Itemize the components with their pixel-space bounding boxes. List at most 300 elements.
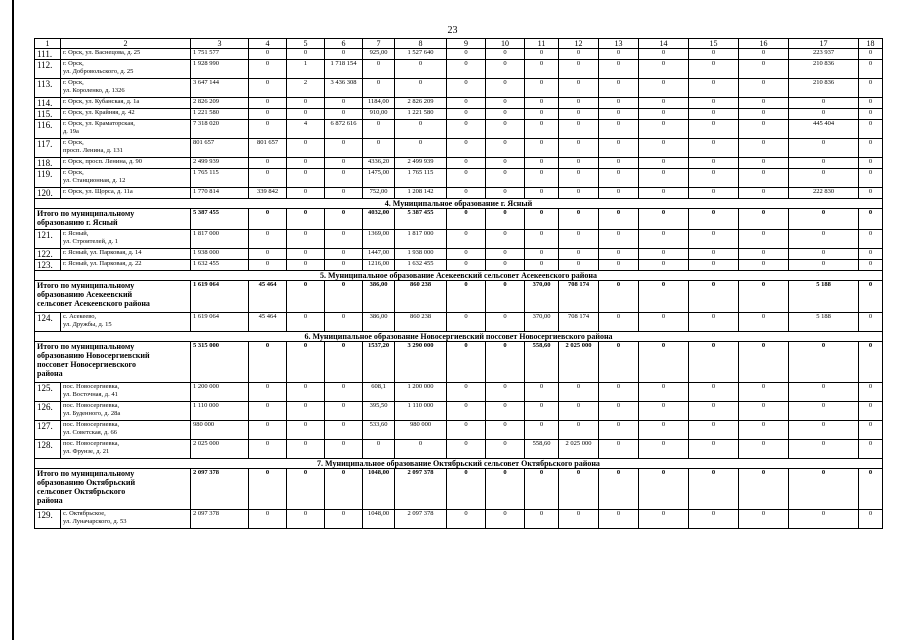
value-cell: 0 xyxy=(859,249,883,260)
value-cell: 0 xyxy=(689,440,739,459)
value-cell: 0 xyxy=(447,209,486,230)
value-cell: 0 xyxy=(599,169,639,188)
value-cell: 0 xyxy=(859,98,883,109)
address-cell xyxy=(61,230,191,249)
row-number: 115. xyxy=(35,109,61,120)
value-cell: 0 xyxy=(689,342,739,383)
value-cell: 0 xyxy=(689,313,739,332)
value-cell: 0 xyxy=(447,440,486,459)
value-cell: 0 xyxy=(639,158,689,169)
value-cell: 0 xyxy=(447,49,486,60)
value-cell: 0 xyxy=(859,260,883,271)
value-cell: 0 xyxy=(859,421,883,440)
row-number: 124. xyxy=(35,313,61,332)
value-cell: 0 xyxy=(559,421,599,440)
value-cell: 0 xyxy=(789,510,859,529)
label-line: района xyxy=(37,496,63,505)
table-row xyxy=(35,249,883,260)
value-cell: 1369,00 xyxy=(363,230,395,249)
column-number: 5 xyxy=(287,39,325,49)
value-cell: 0 xyxy=(447,139,486,158)
value-cell: 0 xyxy=(639,98,689,109)
table-row xyxy=(35,188,883,199)
value-cell: 0 xyxy=(859,169,883,188)
value-cell: 0 xyxy=(789,421,859,440)
value-cell: 1537,20 xyxy=(363,342,395,383)
value-cell: 0 xyxy=(486,421,525,440)
value-cell: 0 xyxy=(287,158,325,169)
table-row xyxy=(35,313,883,332)
value-cell: 0 xyxy=(249,98,287,109)
value-cell: 0 xyxy=(287,510,325,529)
address-line: ул. Добровольского, д. 25 xyxy=(63,67,134,75)
value-cell: 0 xyxy=(447,260,486,271)
table-row xyxy=(35,440,883,459)
value-cell: 0 xyxy=(486,440,525,459)
value-cell: 1 619 064 xyxy=(191,281,249,313)
address-cell xyxy=(61,313,191,332)
value-cell: 0 xyxy=(249,158,287,169)
table-row xyxy=(35,79,883,98)
value-cell: 0 xyxy=(739,342,789,383)
value-cell: 0 xyxy=(525,60,559,79)
value-cell: 1 765 115 xyxy=(395,169,447,188)
value-cell: 0 xyxy=(859,383,883,402)
value-cell: 0 xyxy=(599,209,639,230)
value-cell: 0 xyxy=(789,109,859,120)
value-cell: 1 817 000 xyxy=(395,230,447,249)
value-cell: 0 xyxy=(325,158,363,169)
value-cell: 0 xyxy=(559,49,599,60)
value-cell: 0 xyxy=(689,421,739,440)
value-cell: 0 xyxy=(599,158,639,169)
address-line: ул. Станционная, д. 12 xyxy=(63,176,126,184)
section-header-row xyxy=(35,332,883,342)
value-cell: 0 xyxy=(689,249,739,260)
value-cell: 0 xyxy=(287,98,325,109)
label-line: района xyxy=(37,369,63,378)
value-cell: 0 xyxy=(325,230,363,249)
value-cell: 210 836 xyxy=(789,60,859,79)
address-cell xyxy=(61,98,191,109)
value-cell: 0 xyxy=(525,188,559,199)
value-cell: 1184,00 xyxy=(363,98,395,109)
value-cell: 0 xyxy=(447,120,486,139)
value-cell: 0 xyxy=(249,383,287,402)
address-cell xyxy=(61,510,191,529)
value-cell: 0 xyxy=(447,60,486,79)
address-cell xyxy=(61,169,191,188)
value-cell: 0 xyxy=(859,313,883,332)
value-cell: 0 xyxy=(559,139,599,158)
section-title: 6. Муниципальное образование Новосергиевский поссовет Новосергиевского района xyxy=(35,332,883,342)
value-cell: 0 xyxy=(689,402,739,421)
value-cell: 0 xyxy=(639,139,689,158)
value-cell: 0 xyxy=(639,440,689,459)
address-line: ул. Восточная, д. 41 xyxy=(63,390,118,398)
value-cell: 1 718 154 xyxy=(325,60,363,79)
value-cell: 7 318 020 xyxy=(191,120,249,139)
value-cell: 0 xyxy=(486,98,525,109)
value-cell: 0 xyxy=(739,169,789,188)
value-cell: 0 xyxy=(486,188,525,199)
value-cell: 0 xyxy=(525,421,559,440)
value-cell: 0 xyxy=(739,469,789,510)
value-cell: 0 xyxy=(325,209,363,230)
value-cell: 0 xyxy=(739,139,789,158)
address-line: г. Орск, xyxy=(63,139,84,146)
row-number: 122. xyxy=(35,249,61,260)
value-cell: 1 110 000 xyxy=(191,402,249,421)
address-cell xyxy=(61,120,191,139)
value-cell: 0 xyxy=(447,98,486,109)
row-number: 112. xyxy=(35,60,61,79)
value-cell: 0 xyxy=(287,383,325,402)
value-cell: 0 xyxy=(325,249,363,260)
address-line: ул. Короленко, д. 1326 xyxy=(63,86,125,94)
value-cell: 0 xyxy=(789,209,859,230)
value-cell: 2 826 209 xyxy=(395,98,447,109)
section-title: 7. Муниципальное образование Октябрьский сельсовет Октябрьского района xyxy=(35,459,883,469)
value-cell: 0 xyxy=(689,281,739,313)
value-cell: 0 xyxy=(689,260,739,271)
value-cell: 0 xyxy=(486,79,525,98)
value-cell: 0 xyxy=(249,209,287,230)
table-row xyxy=(35,383,883,402)
value-cell: 0 xyxy=(325,188,363,199)
value-cell: 2 499 939 xyxy=(191,158,249,169)
value-cell: 2 025 000 xyxy=(559,440,599,459)
column-number: 1 xyxy=(35,39,61,49)
address-cell xyxy=(61,158,191,169)
value-cell: 0 xyxy=(249,109,287,120)
value-cell: 0 xyxy=(249,249,287,260)
left-margin-bar xyxy=(12,0,14,640)
table-row xyxy=(35,510,883,529)
value-cell: 0 xyxy=(689,158,739,169)
value-cell: 1048,00 xyxy=(363,469,395,510)
value-cell: 0 xyxy=(287,109,325,120)
value-cell: 0 xyxy=(639,260,689,271)
address-line: г. Ясный, ул. Парковая, д. 22 xyxy=(63,260,142,267)
value-cell: 222 830 xyxy=(789,188,859,199)
value-cell: 860 238 xyxy=(395,281,447,313)
value-cell: 0 xyxy=(789,98,859,109)
value-cell: 386,00 xyxy=(363,313,395,332)
value-cell: 45 464 xyxy=(249,281,287,313)
table-body xyxy=(35,39,883,529)
label-line: образованию г. Ясный xyxy=(37,218,118,227)
value-cell: 0 xyxy=(325,169,363,188)
label-line: Итого по муниципальному xyxy=(37,342,135,351)
value-cell: 210 836 xyxy=(789,79,859,98)
value-cell: 0 xyxy=(249,260,287,271)
table-row xyxy=(35,260,883,271)
section-title: 5. Муниципальное образование Асекеевский сельсовет Асекеевского района xyxy=(35,271,883,281)
column-number: 3 xyxy=(191,39,249,49)
value-cell: 0 xyxy=(486,60,525,79)
value-cell: 752,00 xyxy=(363,188,395,199)
value-cell: 0 xyxy=(859,440,883,459)
address-cell xyxy=(61,440,191,459)
value-cell: 0 xyxy=(363,120,395,139)
value-cell: 0 xyxy=(789,260,859,271)
value-cell: 0 xyxy=(486,158,525,169)
address-line: г. Орск, ул. Васнецова, д. 25 xyxy=(63,49,141,56)
value-cell: 0 xyxy=(447,79,486,98)
value-cell: 0 xyxy=(599,139,639,158)
value-cell: 0 xyxy=(447,109,486,120)
value-cell: 925,00 xyxy=(363,49,395,60)
table-row xyxy=(35,421,883,440)
value-cell: 0 xyxy=(859,230,883,249)
value-cell: 1 938 000 xyxy=(395,249,447,260)
address-cell xyxy=(61,79,191,98)
value-cell: 0 xyxy=(599,249,639,260)
row-number: 111. xyxy=(35,49,61,60)
subtotal-row xyxy=(35,342,883,383)
value-cell: 0 xyxy=(525,109,559,120)
column-number: 18 xyxy=(859,39,883,49)
value-cell: 0 xyxy=(739,209,789,230)
value-cell: 801 657 xyxy=(249,139,287,158)
address-line: г. Орск, ул. Щорса, д. 11а xyxy=(63,188,133,195)
value-cell: 3 647 144 xyxy=(191,79,249,98)
value-cell: 0 xyxy=(689,49,739,60)
value-cell: 0 xyxy=(249,510,287,529)
value-cell: 0 xyxy=(249,342,287,383)
value-cell: 708 174 xyxy=(559,281,599,313)
value-cell: 0 xyxy=(859,281,883,313)
value-cell: 0 xyxy=(559,60,599,79)
value-cell: 0 xyxy=(486,469,525,510)
value-cell: 608,1 xyxy=(363,383,395,402)
value-cell: 0 xyxy=(559,209,599,230)
value-cell: 0 xyxy=(249,402,287,421)
address-cell xyxy=(61,249,191,260)
value-cell: 5 387 455 xyxy=(191,209,249,230)
column-number: 6 xyxy=(325,39,363,49)
value-cell: 386,00 xyxy=(363,281,395,313)
value-cell: 2 025 000 xyxy=(191,440,249,459)
value-cell: 0 xyxy=(287,260,325,271)
value-cell: 0 xyxy=(859,120,883,139)
value-cell: 1 200 000 xyxy=(395,383,447,402)
subtotal-label xyxy=(35,469,191,510)
value-cell: 0 xyxy=(447,249,486,260)
subtotal-label xyxy=(35,281,191,313)
value-cell: 0 xyxy=(249,49,287,60)
value-cell: 708 174 xyxy=(559,313,599,332)
address-line: ул. Луначарского, д. 53 xyxy=(63,517,127,525)
address-line: пос. Новосергиевка, xyxy=(63,383,120,390)
value-cell: 0 xyxy=(689,120,739,139)
value-cell: 0 xyxy=(739,109,789,120)
value-cell: 0 xyxy=(639,109,689,120)
label-line: образованию Асекеевский xyxy=(37,290,133,299)
value-cell: 0 xyxy=(559,120,599,139)
label-line: образованию Октябрьский xyxy=(37,478,136,487)
value-cell: 0 xyxy=(739,230,789,249)
value-cell: 2 097 378 xyxy=(395,469,447,510)
value-cell: 0 xyxy=(287,139,325,158)
value-cell: 0 xyxy=(739,60,789,79)
value-cell: 0 xyxy=(447,230,486,249)
label-line: образованию Новосергиевский xyxy=(37,351,150,360)
value-cell: 0 xyxy=(599,440,639,459)
value-cell: 0 xyxy=(689,209,739,230)
value-cell: 1 110 000 xyxy=(395,402,447,421)
value-cell: 0 xyxy=(325,98,363,109)
value-cell: 0 xyxy=(447,402,486,421)
value-cell: 0 xyxy=(739,188,789,199)
value-cell: 0 xyxy=(325,342,363,383)
address-cell xyxy=(61,402,191,421)
value-cell: 0 xyxy=(789,402,859,421)
address-line: г. Орск, xyxy=(63,60,84,67)
value-cell: 0 xyxy=(789,169,859,188)
value-cell: 0 xyxy=(287,421,325,440)
value-cell: 0 xyxy=(599,402,639,421)
row-number: 117. xyxy=(35,139,61,158)
value-cell: 0 xyxy=(486,139,525,158)
value-cell: 0 xyxy=(859,188,883,199)
value-cell: 0 xyxy=(325,49,363,60)
value-cell: 860 238 xyxy=(395,313,447,332)
value-cell: 0 xyxy=(739,260,789,271)
value-cell: 5 387 455 xyxy=(395,209,447,230)
value-cell: 0 xyxy=(325,383,363,402)
address-line: г. Орск, ул. Кубанская, д. 1а xyxy=(63,98,140,105)
value-cell: 0 xyxy=(789,440,859,459)
value-cell: 0 xyxy=(287,342,325,383)
row-number: 121. xyxy=(35,230,61,249)
address-line: пос. Новосергиевка, xyxy=(63,402,120,409)
value-cell: 0 xyxy=(325,313,363,332)
subtotal-label xyxy=(35,209,191,230)
value-cell: 0 xyxy=(447,313,486,332)
value-cell: 0 xyxy=(859,139,883,158)
value-cell: 0 xyxy=(689,469,739,510)
value-cell: 0 xyxy=(395,79,447,98)
value-cell: 0 xyxy=(559,249,599,260)
value-cell: 0 xyxy=(599,79,639,98)
value-cell: 0 xyxy=(525,98,559,109)
table-row xyxy=(35,230,883,249)
value-cell: 0 xyxy=(559,169,599,188)
table-row xyxy=(35,139,883,158)
value-cell: 0 xyxy=(689,383,739,402)
value-cell: 0 xyxy=(447,510,486,529)
value-cell: 0 xyxy=(639,60,689,79)
value-cell: 0 xyxy=(739,249,789,260)
value-cell: 0 xyxy=(559,79,599,98)
value-cell: 0 xyxy=(447,469,486,510)
value-cell: 0 xyxy=(599,98,639,109)
table-row xyxy=(35,60,883,79)
value-cell: 0 xyxy=(599,421,639,440)
value-cell: 370,00 xyxy=(525,313,559,332)
value-cell: 0 xyxy=(689,188,739,199)
value-cell: 0 xyxy=(639,249,689,260)
address-line: пос. Новосергиевка, xyxy=(63,440,120,447)
value-cell: 0 xyxy=(525,209,559,230)
address-line: ул. Фрунзе, д. 21 xyxy=(63,447,110,455)
value-cell: 1 751 577 xyxy=(191,49,249,60)
address-cell xyxy=(61,139,191,158)
address-cell xyxy=(61,383,191,402)
value-cell: 0 xyxy=(739,402,789,421)
value-cell: 0 xyxy=(325,421,363,440)
table-row xyxy=(35,169,883,188)
address-line: д. 19а xyxy=(63,127,79,135)
value-cell: 0 xyxy=(739,313,789,332)
value-cell: 4032,00 xyxy=(363,209,395,230)
subtotal-row xyxy=(35,209,883,230)
value-cell: 1475,00 xyxy=(363,169,395,188)
value-cell: 980 000 xyxy=(395,421,447,440)
value-cell: 445 404 xyxy=(789,120,859,139)
value-cell: 1 817 000 xyxy=(191,230,249,249)
value-cell: 0 xyxy=(486,313,525,332)
value-cell: 0 xyxy=(559,158,599,169)
value-cell: 0 xyxy=(599,313,639,332)
value-cell: 0 xyxy=(525,169,559,188)
value-cell: 0 xyxy=(859,510,883,529)
value-cell: 0 xyxy=(525,49,559,60)
value-cell: 0 xyxy=(559,230,599,249)
value-cell: 0 xyxy=(486,249,525,260)
value-cell: 558,60 xyxy=(525,440,559,459)
value-cell: 0 xyxy=(789,383,859,402)
value-cell: 0 xyxy=(859,158,883,169)
address-line: с. Асекеево, xyxy=(63,313,97,320)
value-cell: 1 938 000 xyxy=(191,249,249,260)
column-number: 17 xyxy=(789,39,859,49)
value-cell: 533,60 xyxy=(363,421,395,440)
value-cell: 0 xyxy=(486,260,525,271)
value-cell: 0 xyxy=(486,510,525,529)
value-cell: 0 xyxy=(287,469,325,510)
label-line: Итого по муниципальному xyxy=(37,281,135,290)
value-cell: 0 xyxy=(789,158,859,169)
value-cell: 2 826 209 xyxy=(191,98,249,109)
column-number: 4 xyxy=(249,39,287,49)
address-line: просп. Ленина, д. 131 xyxy=(63,146,123,154)
value-cell: 0 xyxy=(287,188,325,199)
value-cell: 0 xyxy=(739,383,789,402)
value-cell: 0 xyxy=(525,260,559,271)
value-cell: 0 xyxy=(639,281,689,313)
value-cell: 0 xyxy=(599,230,639,249)
value-cell: 0 xyxy=(486,383,525,402)
address-line: с. Октябрьское, xyxy=(63,510,106,517)
value-cell: 0 xyxy=(447,188,486,199)
column-number: 16 xyxy=(739,39,789,49)
section-title: 4. Муниципальное образование г. Ясный xyxy=(35,199,883,209)
address-line: ул. Дружбы, д. 15 xyxy=(63,320,112,328)
value-cell: 1 928 990 xyxy=(191,60,249,79)
value-cell: 223 937 xyxy=(789,49,859,60)
row-number: 116. xyxy=(35,120,61,139)
value-cell: 0 xyxy=(325,510,363,529)
row-number: 118. xyxy=(35,158,61,169)
value-cell: 0 xyxy=(739,510,789,529)
value-cell: 910,00 xyxy=(363,109,395,120)
value-cell: 0 xyxy=(739,49,789,60)
value-cell: 0 xyxy=(363,139,395,158)
value-cell: 801 657 xyxy=(191,139,249,158)
